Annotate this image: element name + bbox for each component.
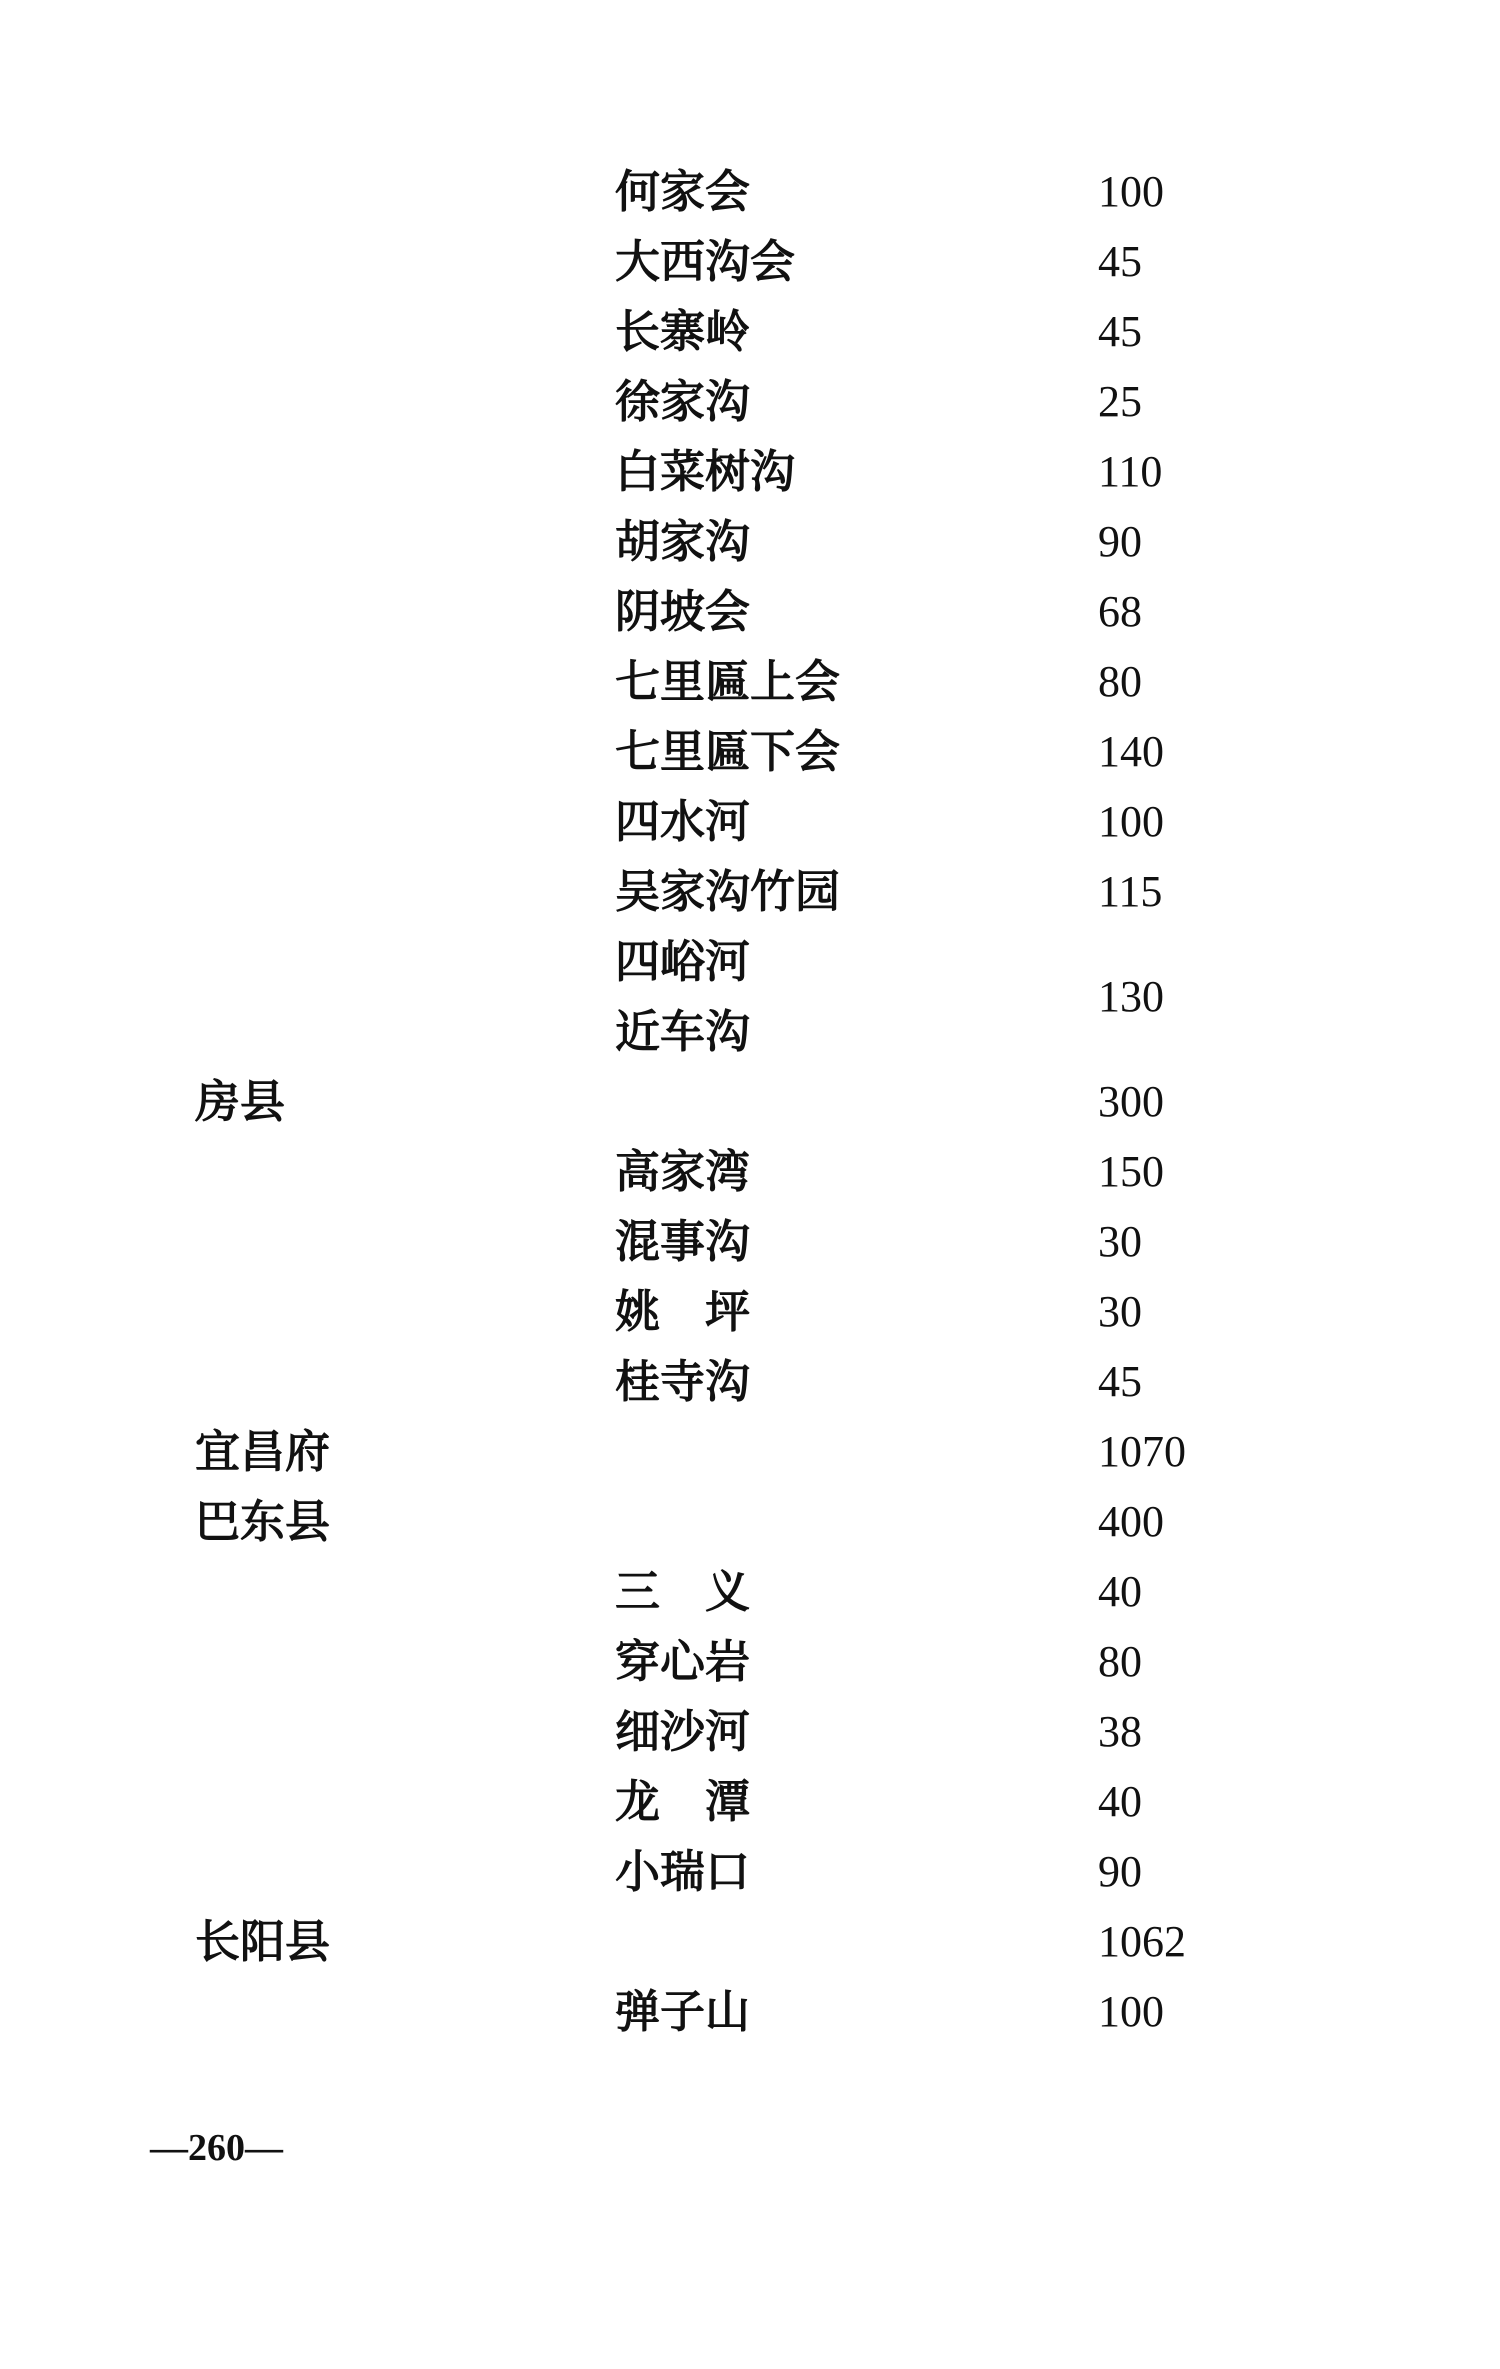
table-row <box>0 1837 1500 1907</box>
table-row <box>0 1907 1500 1977</box>
place-name: 穿心岩 <box>615 1635 751 1688</box>
county-name <box>195 297 615 367</box>
county-name <box>195 157 615 227</box>
table-row <box>0 1207 1500 1277</box>
county-name <box>195 787 615 857</box>
place-names <box>615 297 1098 367</box>
place-name: 白菜树沟 <box>615 445 796 498</box>
county-name <box>195 1977 615 2047</box>
table-row <box>0 1417 1500 1487</box>
place-name: 胡家沟 <box>615 515 751 568</box>
table-row <box>0 1137 1500 1207</box>
place-names <box>615 1977 1098 2047</box>
count-value: 100 <box>1098 797 1164 846</box>
count-value: 130 <box>1098 972 1164 1021</box>
place-name: 阴坡会 <box>615 585 751 638</box>
county-name <box>195 577 615 647</box>
table-row <box>0 437 1500 507</box>
place-names <box>615 1697 1098 1767</box>
place-names <box>615 1837 1098 1907</box>
count-value: 25 <box>1098 377 1142 426</box>
page-number: —260— <box>150 2127 283 2169</box>
county-name <box>195 437 615 507</box>
table-row <box>0 647 1500 717</box>
count-value: 45 <box>1098 307 1142 356</box>
place-names <box>615 1767 1098 1837</box>
place-names <box>615 1137 1098 1207</box>
count-value: 300 <box>1098 1077 1164 1126</box>
count-value: 45 <box>1098 1357 1142 1406</box>
count-value: 1070 <box>1098 1427 1186 1476</box>
county-name <box>195 1627 615 1697</box>
table-row <box>0 1277 1500 1347</box>
county-name: 房县 <box>195 1075 286 1128</box>
place-name: 四峪河 <box>615 935 751 988</box>
county-name <box>195 647 615 717</box>
place-names <box>615 367 1098 437</box>
county-name <box>195 1697 615 1767</box>
table-row <box>0 927 1500 1067</box>
place-name: 何家会 <box>615 165 751 218</box>
table-row <box>0 1347 1500 1417</box>
table-row <box>0 157 1500 227</box>
county-name <box>195 1767 615 1837</box>
place-name: 大西沟会 <box>615 235 796 288</box>
count-value: 80 <box>1098 1637 1142 1686</box>
county-name <box>195 1557 615 1627</box>
place-names <box>615 647 1098 717</box>
county-name <box>195 227 615 297</box>
place-name: 桂寺沟 <box>615 1355 751 1408</box>
place-names <box>615 1627 1098 1697</box>
place-listing <box>0 157 1500 2047</box>
county-name <box>195 857 615 927</box>
place-name: 弹子山 <box>615 1985 751 2038</box>
county-name <box>195 367 615 437</box>
place-names <box>615 787 1098 857</box>
count-value: 30 <box>1098 1287 1142 1336</box>
count-value: 1062 <box>1098 1917 1186 1966</box>
county-name <box>195 1137 615 1207</box>
table-row <box>0 297 1500 367</box>
place-name: 七里匾下会 <box>615 725 841 778</box>
county-name: 巴东县 <box>195 1495 331 1548</box>
place-names <box>615 717 1098 787</box>
table-row <box>0 577 1500 647</box>
county-name <box>195 507 615 577</box>
table-row <box>0 1627 1500 1697</box>
place-names <box>615 927 1098 1067</box>
count-value: 30 <box>1098 1217 1142 1266</box>
place-name: 三 义 <box>615 1565 751 1618</box>
table-row <box>0 857 1500 927</box>
place-name: 七里匾上会 <box>615 655 841 708</box>
table-row <box>0 227 1500 297</box>
table-row <box>0 787 1500 857</box>
count-value: 68 <box>1098 587 1142 636</box>
count-value: 38 <box>1098 1707 1142 1756</box>
table-row <box>0 507 1500 577</box>
table-row <box>0 367 1500 437</box>
place-names <box>615 507 1098 577</box>
place-names <box>615 1347 1098 1417</box>
place-name: 近车沟 <box>615 1005 751 1058</box>
table-row <box>0 1767 1500 1837</box>
place-names <box>615 1487 1098 1557</box>
place-names <box>615 1557 1098 1627</box>
place-names <box>615 437 1098 507</box>
count-value: 45 <box>1098 237 1142 286</box>
count-value: 90 <box>1098 517 1142 566</box>
count-value: 115 <box>1098 867 1163 916</box>
count-value: 100 <box>1098 167 1164 216</box>
place-name: 龙 潭 <box>615 1775 751 1828</box>
place-name: 吴家沟竹园 <box>615 865 841 918</box>
count-value: 400 <box>1098 1497 1164 1546</box>
table-row <box>0 717 1500 787</box>
table-row <box>0 1067 1500 1137</box>
county-name <box>195 717 615 787</box>
place-names <box>615 1277 1098 1347</box>
county-name: 宜昌府 <box>195 1425 331 1478</box>
table-row <box>0 1487 1500 1557</box>
place-name: 姚 坪 <box>615 1285 751 1338</box>
count-value: 150 <box>1098 1147 1164 1196</box>
table-row <box>0 1697 1500 1767</box>
county-name <box>195 1837 615 1907</box>
place-name: 徐家沟 <box>615 375 751 428</box>
place-names <box>615 1417 1098 1487</box>
place-name: 细沙河 <box>615 1705 751 1758</box>
table-row <box>0 1557 1500 1627</box>
county-name <box>195 927 615 1067</box>
county-name: 长阳县 <box>195 1915 331 1968</box>
count-value: 110 <box>1098 447 1163 496</box>
place-name: 混事沟 <box>615 1215 751 1268</box>
place-names <box>615 1207 1098 1277</box>
place-name: 四水河 <box>615 795 751 848</box>
place-name: 高家湾 <box>615 1145 751 1198</box>
place-names <box>615 1067 1098 1137</box>
count-value: 100 <box>1098 1987 1164 2036</box>
count-value: 140 <box>1098 727 1164 776</box>
count-value: 90 <box>1098 1847 1142 1896</box>
count-value: 40 <box>1098 1567 1142 1616</box>
county-name <box>195 1207 615 1277</box>
place-names <box>615 577 1098 647</box>
place-name: 长寨岭 <box>615 305 751 358</box>
count-value: 40 <box>1098 1777 1142 1826</box>
county-name <box>195 1347 615 1417</box>
place-names <box>615 857 1098 927</box>
place-names <box>615 1907 1098 1977</box>
place-name: 小瑞口 <box>615 1845 751 1898</box>
place-names <box>615 227 1098 297</box>
count-value: 80 <box>1098 657 1142 706</box>
county-name <box>195 1277 615 1347</box>
table-row <box>0 1977 1500 2047</box>
place-names <box>615 157 1098 227</box>
